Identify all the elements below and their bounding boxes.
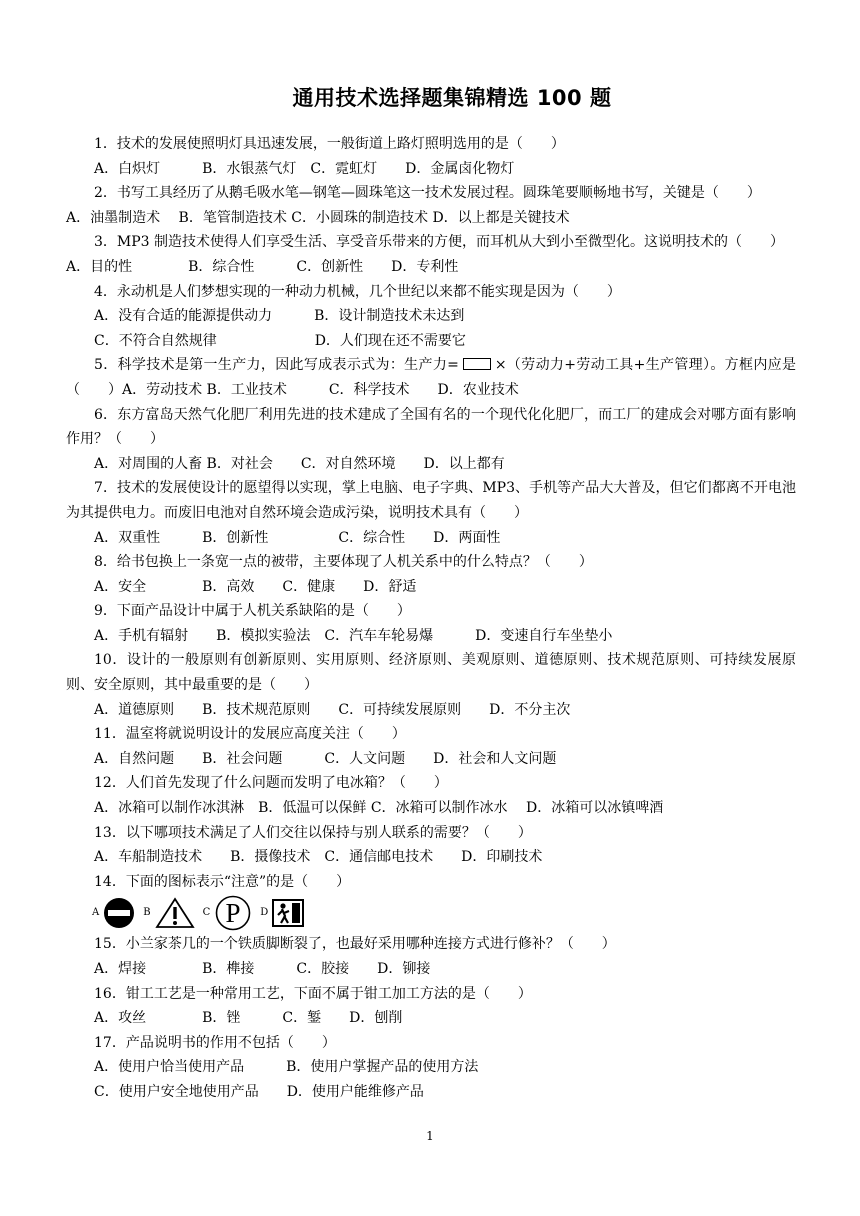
question-17-options-row2: C．使用户安全地使用产品 D．使用户能维修产品 xyxy=(94,1083,424,1100)
question-1-stem: 1．技术的发展使照明灯具迅速发展，一般街道上路灯照明选用的是（ ） xyxy=(94,136,565,152)
question-1-options: A．白炽灯 B．水银蒸气灯 C．霓虹灯 D．金属卤化物灯 xyxy=(94,160,515,177)
question-12-stem: 12．人们首先发现了什么问题而发明了电冰箱？（ ） xyxy=(94,775,448,792)
question-16-options: A．攻丝 B．锉 C．錾 D．刨削 xyxy=(94,1010,403,1027)
question-3-stem: 3．MP3 制造技术使得人们享受生活、享受音乐带来的方便，而耳机从大到小至微型化。这说明技术的（ ） xyxy=(94,234,785,251)
question-5-stem xyxy=(66,353,796,402)
question-15-stem: 15．小兰家茶几的一个铁质脚断裂了，也最好采用哪种连接方式进行修补？（ ） xyxy=(94,936,616,953)
question-8-options: A．安全 B．高效 C．健康 D．舒适 xyxy=(94,578,417,595)
question-11-stem: 11．温室将就说明设计的发展应高度关注（ ） xyxy=(94,726,406,743)
question-14-icons xyxy=(66,894,796,932)
exit-figure-icon xyxy=(272,899,304,927)
question-8-stem: 8．给书包换上一条宽一点的被带，主要体现了人机关系中的什么特点？（ ） xyxy=(94,554,593,571)
question-4-options-row1: A．没有合适的能源提供动力 B．设计制造技术未达到 xyxy=(94,308,465,325)
question-15-options: A．焊接 B．榫接 C．胶接 D．铆接 xyxy=(94,961,431,977)
warning-triangle-icon xyxy=(155,897,195,929)
question-4-stem: 4．永动机是人们梦想实现的一种动力机械，几个世纪以来都不能实现是因为（ ） xyxy=(94,283,621,300)
page-title: 通用技术选择题集锦精选 100 题 xyxy=(292,86,612,110)
question-3-options: A．目的性 B．综合性 C．创新性 D．专利性 xyxy=(66,258,459,275)
icon-label-d: D xyxy=(260,907,269,919)
question-9-options: A．手机有辐射 B．模拟实验法 C．汽车车轮易爆 D．变速自行车坐垫小 xyxy=(94,627,613,644)
question-11-options: A．自然问题 B．社会问题 C．人文问题 D．社会和人文问题 xyxy=(94,750,557,767)
question-13-options: A．车船制造技术 B．摄像技术 C．通信邮电技术 D．印刷技术 xyxy=(94,849,543,866)
question-14-stem: 14．下面的图标表示“注意”的是（ ） xyxy=(94,873,351,890)
question-2-options: A．油墨制造术 B．笔管制造技术 C．小圆珠的制造技术 D．以上都是关键技术 xyxy=(66,209,570,226)
icon-label-c: C xyxy=(202,907,211,919)
question-7-stem: 7．技术的发展使设计的愿望得以实现，掌上电脑、电子字典、MP3、手机等产品大大普及，但它们都离不开电池为其提供电力。而废旧电池对自然环境会造成污染，说明技术具有（ ） xyxy=(66,480,796,521)
icon-label-b: B xyxy=(143,907,151,919)
blank-box xyxy=(463,358,491,370)
question-4-options-row2: C．不符合自然规律 D．人们现在还不需要它 xyxy=(94,332,466,349)
question-10-options: A．道德原则 B．技术规范原则 C．可持续发展原则 D．不分主次 xyxy=(94,701,571,718)
question-5-stem-b: ×（劳动力+劳动工具+生产管理）。方框内应是（ ）A．劳动技术 B．工业技术 C．科学技术 D．农业技术 xyxy=(66,357,796,398)
no-entry-icon xyxy=(103,897,135,929)
parking-letter: P xyxy=(225,898,241,929)
question-10-stem: 10．设计的一般原则有创新原则、实用原则、经济原则、美观原则、道德原则、技术规范原则、可持续发展原则、安全原则，其中最重要的是（ ） xyxy=(66,652,796,694)
question-6-stem: 6．东方富岛天然气化肥厂利用先进的技术建成了全国有名的一个现代化化肥厂，而工厂的建成会对哪方面有影响作用？（ ） xyxy=(66,406,796,448)
page-number: 1 xyxy=(426,1129,434,1143)
question-16-stem: 16．钳工工艺是一种常用工艺，下面不属于钳工加工方法的是（ ） xyxy=(94,985,532,1002)
question-6-options: A．对周围的人畜 B．对社会 C．对自然环境 D．以上都有 xyxy=(94,455,505,472)
question-12-options: A．冰箱可以制作冰淇淋 B．低温可以保鲜 C．冰箱可以制作冰水 D．冰箱可以冰镇啤酒 xyxy=(94,800,664,817)
question-7-options: A．双重性 B．创新性 C．综合性 D．两面性 xyxy=(94,529,501,546)
question-2-stem: 2．书写工具经历了从鹅毛吸水笔—钢笔—圆珠笔这一技术发展过程。圆珠笔要顺畅地书写，关键是（ ） xyxy=(94,185,761,202)
question-17-options-row1: A．使用户恰当使用产品 B．使用户掌握产品的使用方法 xyxy=(94,1059,479,1076)
question-13-stem: 13．以下哪项技术满足了人们交往以保持与别人联系的需要？（ ） xyxy=(94,824,532,841)
question-9-stem: 9．下面产品设计中属于人机关系缺陷的是（ ） xyxy=(94,603,411,620)
parking-p-icon xyxy=(214,895,252,931)
question-17-stem: 17．产品说明书的作用不包括（ ） xyxy=(94,1034,336,1051)
icon-label-a: A xyxy=(92,907,100,919)
question-5-stem-a: 5．科学技术是第一生产力，因此写成表示式为：生产力= xyxy=(94,357,459,374)
question-list xyxy=(66,132,796,1105)
